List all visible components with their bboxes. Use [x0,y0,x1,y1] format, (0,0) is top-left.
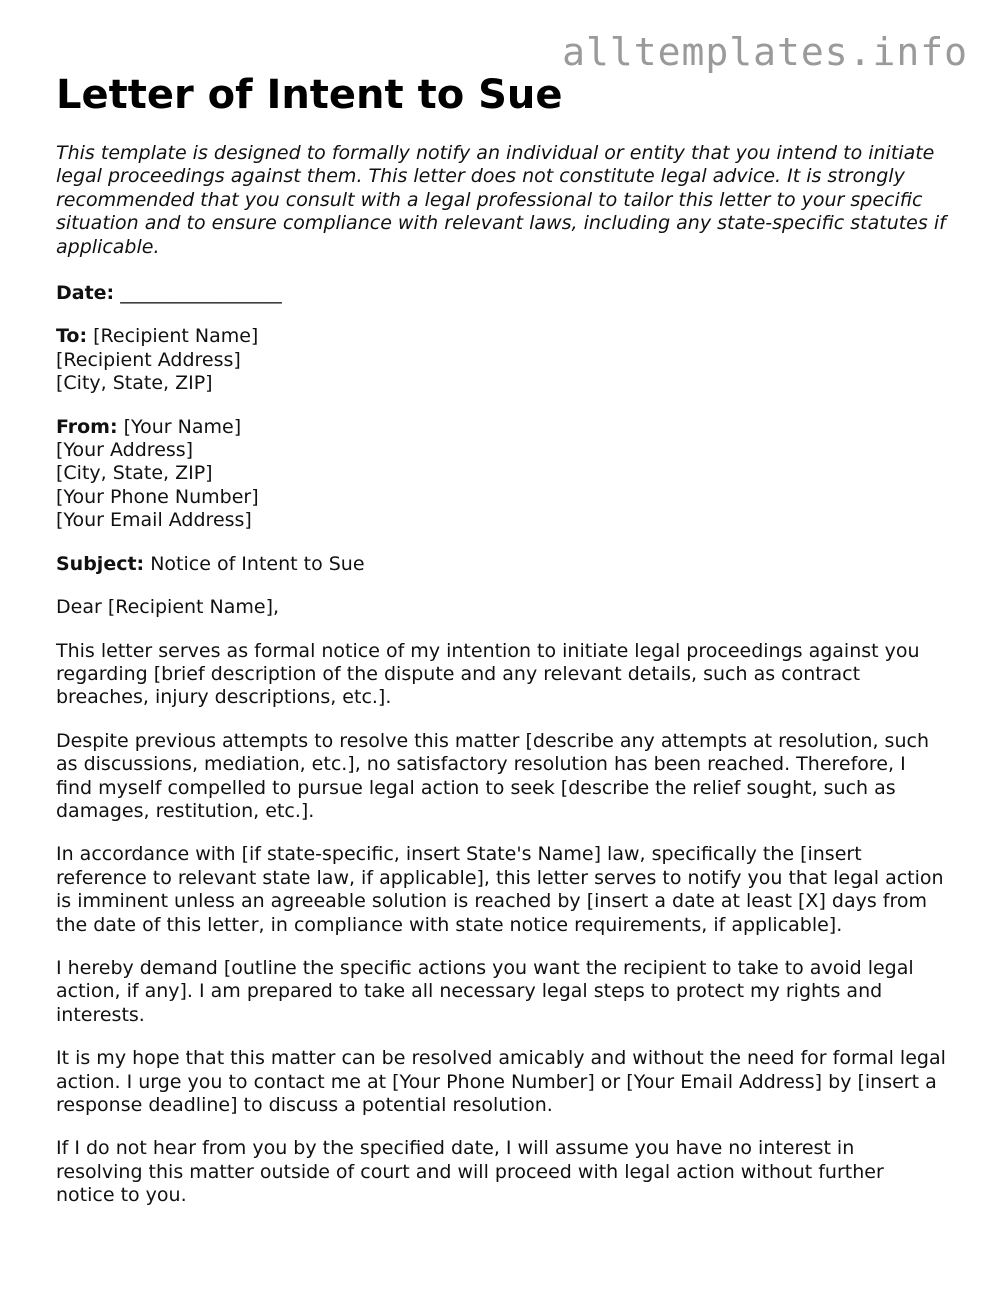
document-title: Letter of Intent to Sue [56,72,563,118]
from-email: [Your Email Address] [56,509,252,532]
to-block [56,325,946,395]
subject-label: Subject: [56,552,145,575]
to-address: [Recipient Address] [56,348,241,371]
subject-line [56,553,946,576]
body-paragraph: This letter serves as formal notice of my intention to initiate legal proceedings against you regarding [brief description of the dispute and any relevant details, such as contract breaches, injury descriptions, etc.]. [56,639,920,709]
body-paragraph: I hereby demand [outline the specific actions you want the recipient to take to avoid legal action, if any]. I am prepared to take all necessary legal steps to protect my rights and interests. [56,956,914,1026]
date-blank: _________________ [120,282,282,305]
date-label: Date: [56,282,115,305]
body-paragraph: In accordance with [if state-specific, insert State's Name] law, specifically the [insert reference to relevant state law, if applicable], this letter serves to notify you that legal action is imminent unless an agreeable solution is reached by [insert a date at least [X] days from the date of this letter, in compliance with state notice requirements, if applicable]. [56,843,944,936]
from-label: From: [56,415,118,438]
document-page [56,70,946,1208]
salutation: Dear [Recipient Name], [56,596,280,619]
from-name: [Your Name] [123,415,242,438]
from-address: [Your Address] [56,439,194,462]
to-city: [City, State, ZIP] [56,372,213,395]
from-block [56,416,946,533]
intro-note: This template is designed to formally notify an individual or entity that you intend to initiate legal proceedings against them. This letter does not constitute legal advice. It is strongly recommended that you consult with a legal professional to tailor this letter to your specific situation and to ensure compliance with relevant laws, including any state-specific statutes if applicable. [56,142,946,258]
to-name: [Recipient Name] [93,325,259,348]
from-phone: [Your Phone Number] [56,485,259,508]
body-paragraph: It is my hope that this matter can be resolved amicably and without the need for formal legal action. I urge you to contact me at [Your Phone Number] or [Your Email Address] by [insert a response deadline] to discuss a potential resolution. [56,1047,946,1116]
to-label: To: [56,325,88,348]
body-paragraph: Despite previous attempts to resolve this matter [describe any attempts at resolution, such as discussions, mediation, etc.], no satisfactory resolution has been reached. Therefore, I find myself compelled to pursue legal action to seek [describe the relief sought, such as damages, restitution, etc.]. [56,729,929,822]
date-line [56,282,946,305]
watermark: alltemplates.info [562,30,968,74]
from-city: [City, State, ZIP] [56,462,213,485]
subject-text: Notice of Intent to Sue [150,552,365,575]
body-paragraph: If I do not hear from you by the specified date, I will assume you have no interest in resolving this matter outside of court and will proceed with legal action without further notice to you. [56,1137,884,1207]
